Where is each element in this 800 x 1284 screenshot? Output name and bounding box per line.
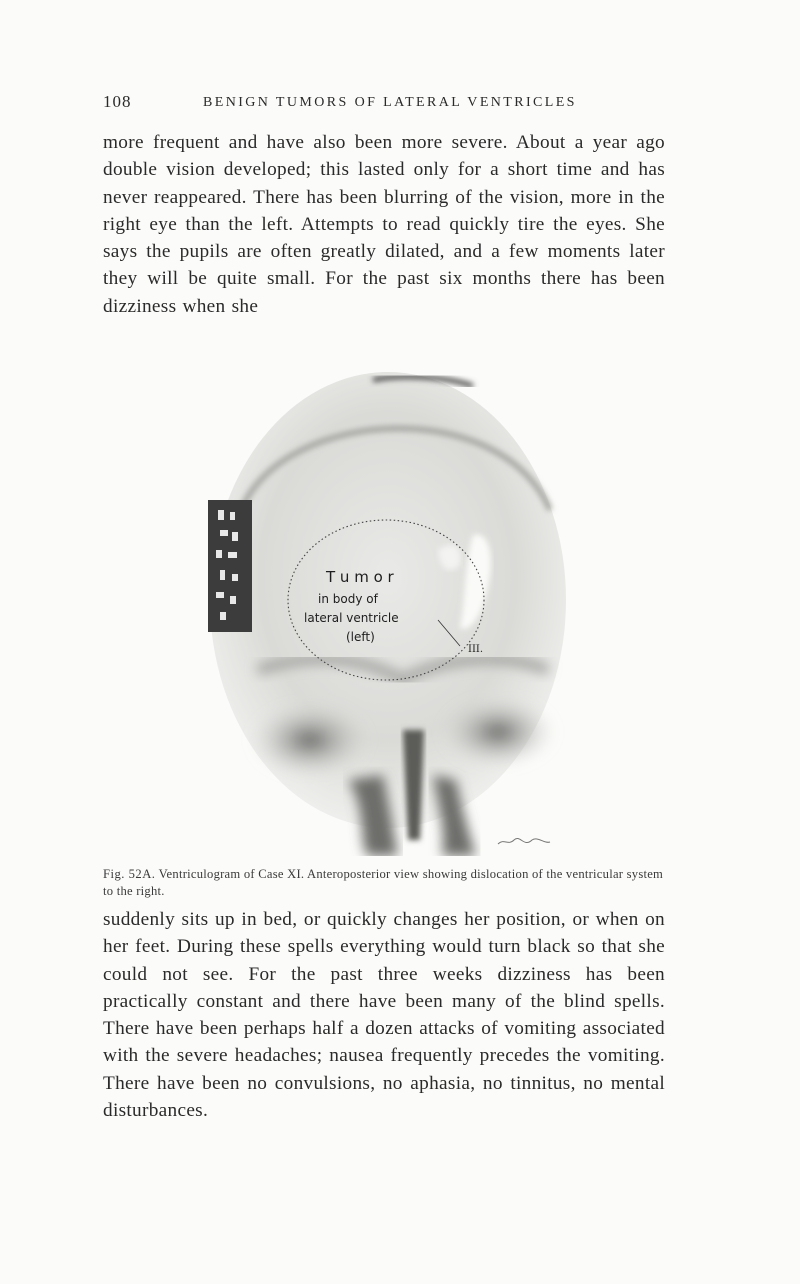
third-ventricle-label: III. xyxy=(468,644,484,655)
signature-scribble xyxy=(498,838,550,844)
tumor-label: T u m o r xyxy=(326,568,394,586)
ventriculogram-figure xyxy=(198,370,568,856)
tumor-location-label: in body of xyxy=(318,592,378,606)
page-number: 108 xyxy=(103,92,132,111)
running-head: BENIGN TUMORS OF LATERAL VENTRICLES xyxy=(203,95,577,110)
running-header xyxy=(103,92,663,122)
side-label: (left) xyxy=(346,630,375,644)
xray-image xyxy=(198,370,568,856)
figure-label: Fig. 52A. xyxy=(103,867,156,881)
figure-caption xyxy=(103,866,665,900)
left-orbit xyxy=(440,696,556,768)
caption-text: Ventriculogram of Case XI. Anteroposterior view showing dislocation of the ventricular system to the right. xyxy=(103,867,664,898)
body-paragraph-bottom: suddenly sits up in bed, or quickly changes her position, or when on her feet. During these spells everything would turn black so that she could not see. For the past three weeks dizziness has been practically constant and there have been many of the blind spells. There have been perhaps half a dozen attacks of vomiting associated with the severe headaches; nausea frequently precedes the vomiting. There have been no convulsions, no aphasia, no tinnitus, no mental disturbances. xyxy=(103,909,665,1122)
ventricle-label: lateral ventricle xyxy=(304,611,399,625)
right-orbit xyxy=(250,702,370,778)
body-paragraph-top: more frequent and have also been more severe. About a year ago double vision developed; this lasted only for a short time and has never reappeared. There has been blurring of the vision, more in the right eye than the left. Attempts to read quickly tire the eyes. She says the pupils are often greatly dilated, and a few moments later they will be quite small. For the past six months there has been dizziness when she xyxy=(103,132,665,317)
